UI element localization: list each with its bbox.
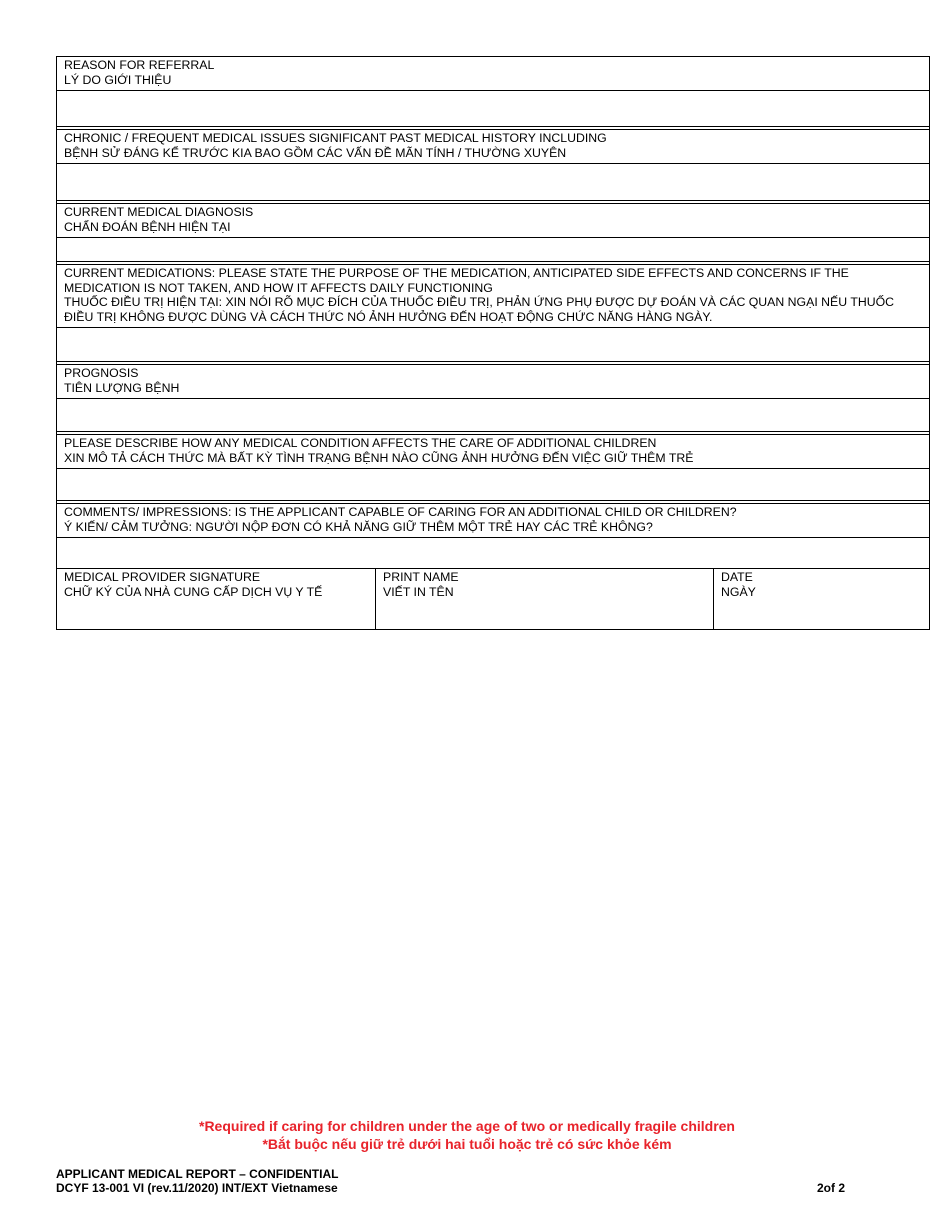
- required-note-vi: *Bắt buộc nếu giữ trẻ dưới hai tuổi hoặc trẻ có sức khỏe kém: [262, 1136, 672, 1152]
- date-label-vi: NGÀY: [721, 584, 756, 599]
- label-en: CURRENT MEDICAL DIAGNOSIS: [64, 205, 254, 219]
- care-of-children-label: [57, 435, 929, 465]
- medical-history-section: [56, 129, 930, 200]
- current-diagnosis-label: [57, 204, 929, 234]
- label-en: PLEASE DESCRIBE HOW ANY MEDICAL CONDITION AFFECTS THE CARE OF ADDITIONAL CHILDREN: [64, 436, 657, 450]
- label-vi: THUỐC ĐIỀU TRỊ HIỆN TẠI: XIN NÓI RÕ MỤC ĐÍCH CỦA THUỐC ĐIỀU TRỊ, PHẢN ỨNG PHỤ ĐƯỢC DỰ ĐOÁN VÀ CÁC QUAN NGẠI NẾU THUỐC ĐIỀU TRỊ KHÔNG ĐƯỢC DÙNG VÀ CÁCH THỨC NÓ ẢNH HƯỞNG ĐẾN HOẠT ĐỘNG CHỨC NĂNG HÀNG NGÀY.: [64, 295, 895, 324]
- medical-history-field[interactable]: [57, 163, 929, 200]
- current-medications-field[interactable]: [57, 327, 929, 361]
- label-vi: TIÊN LƯỢNG BỆNH: [64, 380, 180, 395]
- label-vi: LÝ DO GIỚI THIỆU: [64, 72, 172, 87]
- label-en: CURRENT MEDICATIONS: PLEASE STATE THE PURPOSE OF THE MEDICATION, ANTICIPATED SIDE EFFECTS AND CONCERNS IF THE MEDICATION IS NOT TAKEN, AND HOW IT AFFECTS DAILY FUNCTIONING: [64, 266, 849, 295]
- current-medications-section: [56, 264, 930, 361]
- care-of-children-section: [56, 434, 930, 500]
- current-diagnosis-field[interactable]: [57, 237, 929, 261]
- label-vi: XIN MÔ TẢ CÁCH THỨC MÀ BẤT KỲ TÌNH TRẠNG BỆNH NÀO CŨNG ẢNH HƯỞNG ĐẾN VIỆC GIỮ THÊM TRẺ: [64, 450, 694, 465]
- current-diagnosis-section: [56, 203, 930, 261]
- print-name-label-vi: VIẾT IN TÊN: [383, 584, 454, 599]
- footer-title: APPLICANT MEDICAL REPORT – CONFIDENTIAL: [56, 1167, 339, 1181]
- print-name-field[interactable]: [375, 569, 713, 629]
- medical-history-label: [57, 130, 929, 160]
- label-en: REASON FOR REFERRAL: [64, 58, 215, 72]
- print-name-label-en: PRINT NAME: [383, 570, 459, 584]
- date-field[interactable]: [713, 569, 929, 629]
- reason-for-referral-field[interactable]: [57, 90, 929, 126]
- prognosis-field[interactable]: [57, 398, 929, 431]
- required-note-en: *Required if caring for children under the age of two or medically fragile children: [199, 1118, 735, 1134]
- provider-signature-field[interactable]: [57, 569, 375, 629]
- label-en: COMMENTS/ IMPRESSIONS: IS THE APPLICANT CAPABLE OF CARING FOR AN ADDITIONAL CHILD OR CHILDREN?: [64, 505, 737, 519]
- label-en: PROGNOSIS: [64, 366, 139, 380]
- current-medications-label: [57, 265, 929, 324]
- date-label-en: DATE: [721, 570, 753, 584]
- footer: [56, 1167, 338, 1195]
- care-of-children-field[interactable]: [57, 468, 929, 500]
- provider-signature-label-en: MEDICAL PROVIDER SIGNATURE: [64, 570, 261, 584]
- footer-form-id: DCYF 13-001 VI (rev.11/2020) INT/EXT Vietnamese: [56, 1181, 338, 1195]
- label-vi: CHẨN ĐOÁN BỆNH HIỆN TẠI: [64, 219, 231, 234]
- medical-report-form: [56, 56, 930, 630]
- reason-for-referral-label: [57, 57, 929, 87]
- prognosis-label: [57, 365, 929, 395]
- comments-section: [56, 503, 930, 568]
- label-en: CHRONIC / FREQUENT MEDICAL ISSUES SIGNIFICANT PAST MEDICAL HISTORY INCLUDING: [64, 131, 607, 145]
- prognosis-section: [56, 364, 930, 431]
- provider-signature-label-vi: CHỮ KÝ CỦA NHÀ CUNG CẤP DỊCH VỤ Y TẾ: [64, 584, 323, 599]
- signature-row: [56, 568, 930, 630]
- label-vi: Ý KIẾN/ CẢM TƯỞNG: NGƯỜI NỘP ĐƠN CÓ KHẢ NĂNG GIỮ THÊM MỘT TRẺ HAY CÁC TRẺ KHÔNG?: [64, 519, 653, 534]
- comments-label: [57, 504, 929, 534]
- comments-field[interactable]: [57, 537, 929, 568]
- page-number: 2of 2: [817, 1181, 846, 1195]
- label-vi: BỆNH SỬ ĐÁNG KỂ TRƯỚC KIA BAO GỒM CÁC VẤN ĐỀ MÃN TÍNH / THƯỜNG XUYÊN: [64, 145, 567, 160]
- reason-for-referral-section: [56, 56, 930, 126]
